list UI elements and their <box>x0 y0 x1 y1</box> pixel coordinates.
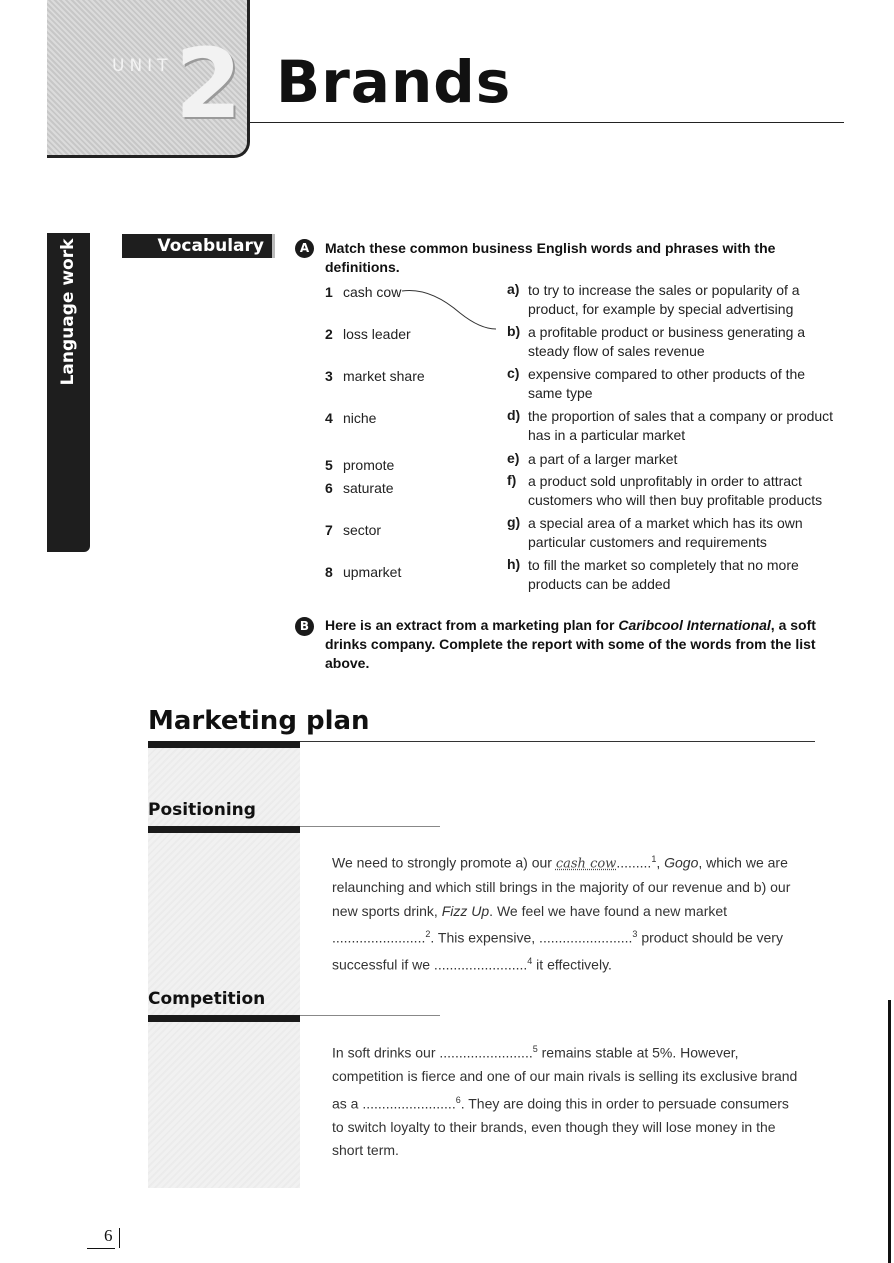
unit-number: 2 <box>175 28 242 140</box>
vocabulary-label: Vocabulary <box>122 234 275 258</box>
competition-heading: Competition <box>148 989 266 1009</box>
competition-bar <box>148 1015 300 1022</box>
page-number-bracket <box>115 1228 120 1248</box>
exercise-b-marker: B <box>295 617 314 636</box>
definition-text: the proportion of sales that a company or product has in a particular market <box>528 408 834 443</box>
company-name: Caribcool International <box>618 617 771 633</box>
side-tab-label: Language work <box>58 238 78 386</box>
term-item: 2 loss leader <box>325 326 411 342</box>
positioning-heading: Positioning <box>148 800 256 820</box>
definition-letter: g) <box>507 514 521 530</box>
marketing-plan-bar <box>148 741 300 748</box>
competition-paragraph: In soft drinks our ........................$^5$ remains stable at 5%. However, competition is fierce and one of our main rivals is selling its exclusive brand as a ........................$^6$. They are doing this in order to persuade consumers to switch loyalty to their brands, even though they will lose money in the short term. <box>332 1044 798 1159</box>
definition-letter: a) <box>507 281 520 297</box>
exercise-b-instruction: Here is an extract from a marketing plan for Caribcool International, a soft drinks company. Complete the report with some of the words from the list above. <box>325 617 816 671</box>
definition-text: a product sold unprofitably in order to attract customers who will then buy profitable products <box>528 473 823 508</box>
unit-label: UNIT <box>112 56 173 76</box>
definition-letter: h) <box>507 556 521 572</box>
page-number-rule <box>87 1248 115 1249</box>
match-connector-line <box>400 283 500 333</box>
marketing-plan-title: Marketing plan <box>148 706 370 736</box>
term-item: 5 promote <box>325 457 395 473</box>
exercise-a-instruction: Match these common business English words and phrases with the definitions. <box>325 240 776 275</box>
definition-text: a part of a larger market <box>528 451 678 467</box>
positioning-bar <box>148 826 300 833</box>
handwritten-answer: cash cow <box>555 856 617 872</box>
marketing-plan-rule <box>300 741 815 742</box>
term-item: 8 upmarket <box>325 564 402 580</box>
definition-letter: b) <box>507 323 521 339</box>
definition-letter: c) <box>507 365 520 381</box>
positioning-paragraph: We need to strongly promote a) our cash cow.........$^1$, Gogo, which we are relaunching and which still brings in the majority of our revenue and b) our new sports drink, Fizz Up. We feel we have found a new market ........................$^2$. This expensive, ........................$^3$ product should be very successful if we ........................$^4$ it effectively. <box>332 854 791 973</box>
term-item: 3 market share <box>325 368 425 384</box>
positioning-rule <box>300 826 440 827</box>
definition-text: to fill the market so completely that no more products can be added <box>528 557 799 592</box>
term-item: 1 cash cow <box>325 284 402 300</box>
page-number: 6 <box>104 1226 113 1245</box>
definition-text: expensive compared to other products of the same type <box>528 366 806 401</box>
title-divider <box>250 122 844 123</box>
term-item: 7 sector <box>325 522 382 538</box>
definition-text: a profitable product or business generating a steady flow of sales revenue <box>528 324 806 359</box>
scan-edge <box>888 1000 891 1263</box>
page-title: Brands <box>276 48 512 116</box>
term-item: 4 niche <box>325 410 377 426</box>
definition-letter: f) <box>507 472 517 488</box>
definition-letter: e) <box>507 450 520 466</box>
definition-letter: d) <box>507 407 521 423</box>
definition-text: a special area of a market which has its own particular customers and requirements <box>528 515 803 550</box>
definition-text: to try to increase the sales or popularity of a product, for example by special advertising <box>528 282 800 317</box>
competition-rule <box>300 1015 440 1016</box>
term-item: 6 saturate <box>325 480 394 496</box>
exercise-a-marker: A <box>295 239 314 258</box>
